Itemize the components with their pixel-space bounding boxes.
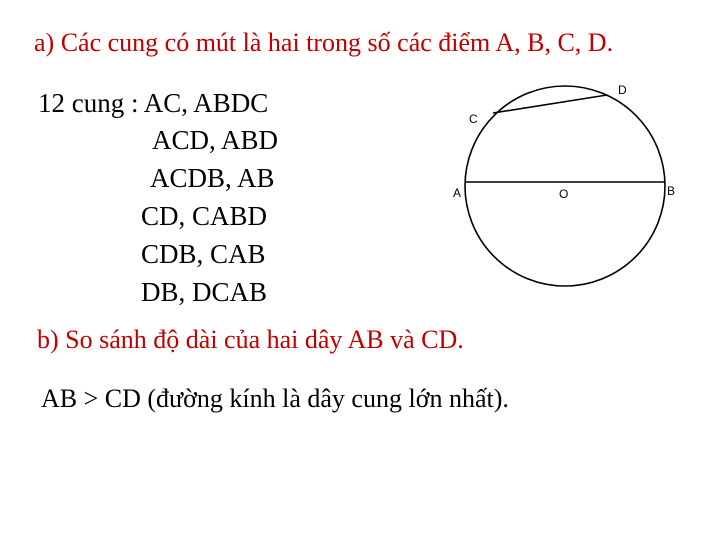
label-o: O bbox=[559, 187, 569, 201]
chord-cd bbox=[493, 95, 607, 113]
arc-line-3: CD, CABD bbox=[141, 201, 268, 231]
label-c: C bbox=[469, 112, 478, 126]
part-b-heading: b) So sánh độ dài của hai dây AB và CD. bbox=[37, 325, 464, 354]
label-d: D bbox=[618, 83, 627, 97]
arc-line-2: ACDB, AB bbox=[150, 163, 275, 193]
circle-figure bbox=[440, 78, 700, 288]
arc-line-5: DB, DCAB bbox=[141, 277, 268, 307]
part-a-heading: a) Các cung có mút là hai trong số các điểm A, B, C, D. bbox=[34, 28, 614, 57]
part-b-answer: AB > CD (đường kính là dây cung lớn nhất). bbox=[41, 384, 509, 413]
arc-line-4: CDB, CAB bbox=[141, 239, 266, 269]
arc-line-1: ACD, ABD bbox=[152, 125, 279, 155]
arcs-title: 12 cung : AC, ABDC bbox=[38, 88, 269, 118]
label-a: A bbox=[453, 186, 462, 200]
circle bbox=[465, 86, 665, 286]
label-b: B bbox=[667, 184, 676, 198]
